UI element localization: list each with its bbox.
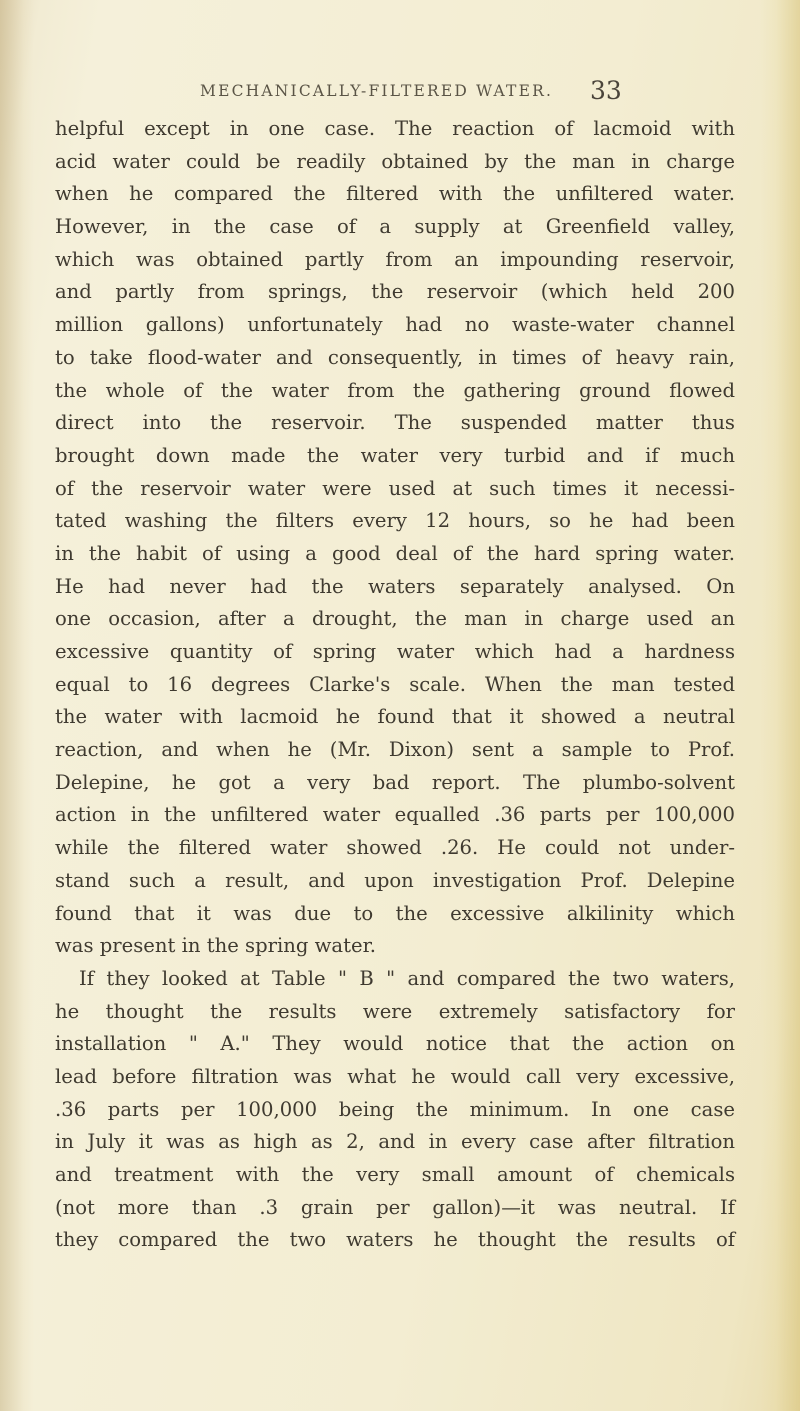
text-line: the whole of the water from the gathering ground flowed	[55, 378, 735, 402]
text-line: one occasion, after a drought, the man in charge used an	[55, 607, 735, 631]
text-line: installation " A." They would notice that the action on	[55, 1032, 735, 1056]
page-number: 33	[590, 76, 622, 105]
text-line-paragraph-end: was present in the spring water.	[55, 934, 377, 958]
text-line: acid water could be readily obtained by the man in charge	[55, 149, 735, 173]
text-line: excessive quantity of spring water which had a hardness	[55, 640, 735, 663]
text-line: direct into the reservoir. The suspended matter thus	[55, 411, 735, 435]
text-line: brought down made the water very turbid and if much	[55, 443, 735, 467]
text-line: He had never had the waters separately analysed. On	[55, 574, 735, 598]
text-line: in July it was as high as 2, and in every case after filtration	[55, 1130, 735, 1154]
text-line-paragraph-start: If they looked at Table " B " and compared the two waters,	[79, 966, 735, 990]
text-line: action in the unfiltered water equalled .36 parts per 100,000	[55, 803, 735, 827]
text-line: and partly from springs, the reservoir (which held 200	[55, 280, 735, 304]
text-line: while the filtered water showed .26. He could not under-	[55, 836, 735, 860]
page-edge-shadow-right	[760, 0, 800, 1411]
text-line: they compared the two waters he thought the results of	[55, 1228, 735, 1252]
text-line: tated washing the filters every 12 hours, so he had been	[55, 509, 735, 533]
text-line: when he compared the filtered with the unfiltered water.	[55, 182, 735, 206]
text-line: he thought the results were extremely satisfactory for	[55, 999, 735, 1023]
text-line: found that it was due to the excessive alkilinity which	[55, 901, 735, 925]
text-line: which was obtained partly from an impounding reservoir,	[55, 247, 735, 271]
text-line: equal to 16 degrees Clarke's scale. When the man tested	[55, 672, 735, 696]
page-edge-shadow-left	[0, 0, 34, 1411]
text-line: of the reservoir water were used at such times it necessi-	[55, 476, 735, 500]
text-line: Delepine, he got a very bad report. The plumbo-solvent	[55, 770, 735, 794]
text-line: However, in the case of a supply at Greenfield valley,	[55, 215, 735, 239]
text-line: reaction, and when he (Mr. Dixon) sent a sample to Prof.	[55, 738, 735, 762]
text-line: the water with lacmoid he found that it showed a neutral	[55, 705, 735, 729]
body-text	[55, 113, 735, 1257]
running-header: MECHANICALLY-FILTERED WATER.	[200, 82, 554, 100]
text-line: million gallons) unfortunately had no waste-water channel	[55, 313, 735, 337]
text-line: and treatment with the very small amount of chemicals	[55, 1163, 735, 1186]
text-line: stand such a result, and upon investigation Prof. Delepine	[55, 868, 735, 892]
text-line: lead before filtration was what he would call very excessive,	[55, 1064, 735, 1088]
text-line: .36 parts per 100,000 being the minimum. In one case	[55, 1097, 735, 1121]
text-line: helpful except in one case. The reaction of lacmoid with	[55, 117, 735, 140]
text-line: in the habit of using a good deal of the hard spring water.	[55, 541, 735, 565]
text-line: (not more than .3 grain per gallon)—it was neutral. If	[55, 1195, 735, 1219]
text-line: to take flood-water and consequently, in times of heavy rain,	[55, 345, 735, 369]
